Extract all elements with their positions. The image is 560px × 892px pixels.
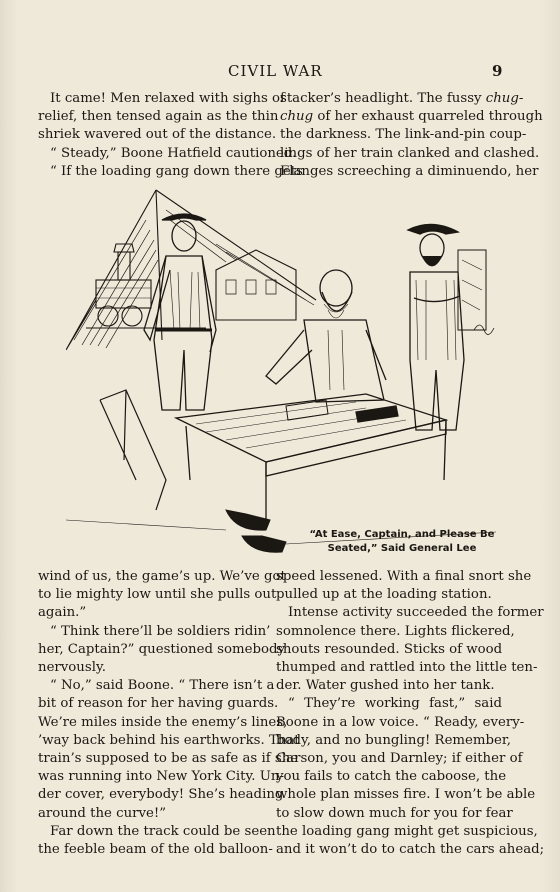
text-line: bit of reason for her having guards. bbox=[38, 696, 279, 712]
table-drawing bbox=[176, 394, 446, 520]
text-line: relief, then tensed again as the thin bbox=[38, 109, 279, 125]
text-line: and it won’t do to catch the cars ahead; bbox=[276, 842, 545, 858]
running-title: CIVIL WAR bbox=[228, 62, 323, 80]
text-line: was running into New York City. Un- bbox=[38, 769, 284, 785]
text-line: We’re miles inside the enemy’s lines, bbox=[38, 714, 288, 730]
text-line: Boone in a low voice. “ Ready, every- bbox=[276, 714, 525, 730]
seated-general-figure bbox=[266, 270, 386, 402]
text-line: shriek wavered out of the distance. bbox=[38, 127, 277, 143]
text-line: body, and no bungling! Remember, bbox=[276, 732, 512, 748]
bearded-officer-figure bbox=[408, 224, 464, 430]
text-line: you fails to catch the caboose, the bbox=[276, 769, 507, 785]
caption-line: Seated,” Said General Lee bbox=[327, 543, 477, 554]
text-line: Far down the track could be seen bbox=[50, 823, 276, 839]
text-line: wind of us, the game’s up. We’ve got bbox=[38, 569, 286, 584]
text-line: “ If the loading gang down there gets bbox=[50, 163, 303, 179]
text-line: around the curve!” bbox=[38, 805, 167, 821]
text-line: the loading gang might get suspicious, bbox=[276, 823, 538, 839]
text-line bbox=[280, 90, 524, 108]
text-line: to slow down much for you for fear bbox=[276, 805, 513, 821]
text-run: of her exhaust quarreled through bbox=[313, 109, 543, 125]
text-line: train’s supposed to be as safe as if she bbox=[38, 751, 299, 767]
text-line: to lie mighty low until she pulls out bbox=[38, 587, 277, 603]
top-right-column bbox=[280, 90, 543, 181]
text-line: somnolence there. Lights flickered, bbox=[276, 623, 515, 639]
text-line: speed lessened. With a final snort she bbox=[276, 569, 532, 584]
text-line bbox=[280, 108, 543, 126]
italic-word: chug- bbox=[485, 91, 524, 106]
text-line: the feeble beam of the old balloon- bbox=[38, 842, 273, 858]
text-line: der cover, everybody! She’s heading bbox=[38, 787, 284, 803]
chair-drawing bbox=[100, 390, 166, 510]
text-line: whole plan misses fire. I won’t be able bbox=[276, 787, 536, 803]
bottom-left-column bbox=[38, 568, 300, 859]
italic-word: chug bbox=[280, 109, 314, 125]
text-line: It came! Men relaxed with sighs of bbox=[50, 91, 285, 106]
text-line: Flanges screeching a diminuendo, her bbox=[280, 163, 539, 179]
text-line: “ They’re working fast,” said bbox=[288, 696, 502, 712]
illustration-general-lee bbox=[66, 180, 496, 558]
text-line: pulled up at the loading station. bbox=[276, 587, 492, 603]
text-line: “ No,” said Boone. “ There isn’t a bbox=[50, 678, 275, 694]
text-line: “ Steady,” Boone Hatfield cautioned. bbox=[50, 145, 297, 161]
text-line: her, Captain?” questioned somebody bbox=[38, 641, 286, 657]
running-head bbox=[0, 62, 560, 84]
text-line: nervously. bbox=[38, 660, 106, 676]
text-line: “ Think there’ll be soldiers ridin’ bbox=[50, 623, 271, 639]
text-line: the darkness. The link-and-pin coup- bbox=[280, 127, 527, 143]
text-line: der. Water gushed into her tank. bbox=[276, 678, 495, 694]
bottom-right-column bbox=[276, 568, 545, 859]
text-line: Carson, you and Darnley; if either of bbox=[276, 751, 523, 767]
text-line: thumped and rattled into the little ten- bbox=[276, 660, 538, 676]
text-line: shouts resounded. Sticks of wood bbox=[276, 641, 503, 657]
text-run: stacker’s headlight. The fussy bbox=[280, 91, 486, 106]
standing-officer-figure bbox=[144, 214, 216, 410]
text-line: lings of her train clanked and clashed. bbox=[280, 145, 540, 161]
illustration-caption bbox=[304, 528, 500, 556]
text-line: again.” bbox=[38, 605, 87, 621]
caption-line: “At Ease, Captain, and Please Be bbox=[309, 529, 495, 540]
page-number: 9 bbox=[492, 62, 503, 80]
text-line: ’way back behind his earthworks. That bbox=[38, 732, 300, 748]
text-line: Intense activity succeeded the former bbox=[288, 605, 544, 621]
